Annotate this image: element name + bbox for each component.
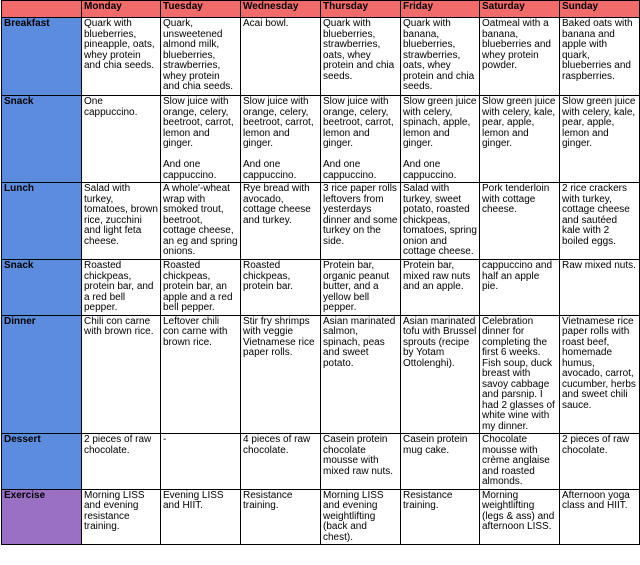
table-cell: 2 pieces of raw chocolate. [82,434,161,490]
table-cell: Rye bread with avocado, cottage cheese and turkey. [241,183,321,260]
table-cell: Salad with turkey, sweet potato, roasted chickpeas, tomatoes, spring onion and cottage cheese. [401,183,480,260]
table-cell: Pork tenderloin with cottage cheese. [480,183,560,260]
table-cell: Salad with turkey, tomatoes, brown rice, zucchini and light feta cheese. [82,183,161,260]
table-cell: Quark, unsweetened almond milk, blueberries, strawberries, whey protein and chia seeds. [161,18,241,96]
table-cell: Slow green juice with celery, spinach, apple, lemon and ginger. And one cappuccino. [401,96,480,183]
table-cell: A whole'-wheat wrap with smoked trout, beetroot, cottage cheese, an eg and spring onions. [161,183,241,260]
day-header-saturday: Saturday [480,1,560,18]
table-cell: 2 rice crackers with turkey, cottage cheese and sautéed kale with 2 boiled eggs. [560,183,640,260]
table-cell: One cappuccino. [82,96,161,183]
table-cell: Roasted chickpeas, protein bar, and a red bell pepper. [82,260,161,316]
table-cell: Morning LISS and evening weightlifting (back and chest). [321,489,401,545]
table-cell: Resistance training. [241,489,321,545]
table-cell: Slow green juice with celery, kale, pear, apple, lemon and ginger. [480,96,560,183]
header-row [2,1,640,18]
table-cell: Roasted chickpeas, protein bar, an apple and a red bell pepper. [161,260,241,316]
table-cell: 3 rice paper rolls leftovers from yesterdays dinner and some turkey on the side. [321,183,401,260]
table-cell: Oatmeal with a banana, blueberries and whey protein powder. [480,18,560,96]
table-cell: cappuccino and half an apple pie. [480,260,560,316]
table-cell: Asian marinated salmon, spinach, peas and sweet potato. [321,315,401,434]
table-cell: Leftover chili con carne with brown rice. [161,315,241,434]
meal-label-exercise: Exercise [2,489,82,545]
table-cell: Evening LISS and HIIT. [161,489,241,545]
table-cell: Chocolate mousse with crème anglaise and roasted almonds. [480,434,560,490]
day-header-monday: Monday [82,1,161,18]
table-row-exercise [2,489,640,545]
table-row-breakfast [2,18,640,96]
day-header-sunday: Sunday [560,1,640,18]
meal-label-snack: Snack [2,96,82,183]
table-cell: Resistance training. [401,489,480,545]
table-cell: Slow juice with orange, celery, beetroot, carrot, lemon and ginger. And one cappuccino. [241,96,321,183]
table-cell: Slow juice with orange, celery, beetroot, carrot, lemon and ginger. And one cappuccino. [161,96,241,183]
table-cell: 2 pieces of raw chocolate. [560,434,640,490]
table-cell: - [161,434,241,490]
table-row-lunch [2,183,640,260]
table-cell: Slow green juice with celery, kale, pear, apple, lemon and ginger. [560,96,640,183]
table-row-dinner [2,315,640,434]
table-cell: Asian marinated tofu with Brussel sprouts (recipe by Yotam Ottolenghi). [401,315,480,434]
table-cell: Stir fry shrimps with veggie Vietnamese rice paper rolls. [241,315,321,434]
day-header-wednesday: Wednesday [241,1,321,18]
table-cell: Quark with blueberries, strawberries, oats, whey protein and chia seeds. [321,18,401,96]
table-cell: Quark with blueberries, pineapple, oats, whey protein and chia seeds. [82,18,161,96]
table-cell: Raw mixed nuts. [560,260,640,316]
table-row-dessert [2,434,640,490]
table-cell: Quark with banana, blueberries, strawberries, oats, whey protein and chia seeds. [401,18,480,96]
table-cell: Casein protein mug cake. [401,434,480,490]
table-cell: Protein bar, organic peanut butter, and a yellow bell pepper. [321,260,401,316]
table-cell: Protein bar, mixed raw nuts and an apple. [401,260,480,316]
day-header-friday: Friday [401,1,480,18]
table-cell: Slow juice with orange, celery, beetroot, carrot, lemon and ginger. And one cappuccino. [321,96,401,183]
day-header-tuesday: Tuesday [161,1,241,18]
meal-plan-table [1,0,640,545]
meal-label-dessert: Dessert [2,434,82,490]
table-cell: Celebration dinner for completing the first 6 weeks. Fish soup, duck breast with savoy cabbage and parsnip. I had 2 glasses of white wine with my dinner. [480,315,560,434]
table-cell: Afternoon yoga class and HIIT. [560,489,640,545]
table-cell: Vietnamese rice paper rolls with roast beef, homemade humus, avocado, carrot, cucumber, herbs and sweet chili sauce. [560,315,640,434]
table-cell: Baked oats with banana and apple with quark, blueberries and raspberries. [560,18,640,96]
meal-label-breakfast: Breakfast [2,18,82,96]
meal-label-snack: Snack [2,260,82,316]
table-cell: Casein protein chocolate mousse with mixed raw nuts. [321,434,401,490]
table-cell: Chili con carne with brown rice. [82,315,161,434]
meal-label-dinner: Dinner [2,315,82,434]
table-cell: Roasted chickpeas, protein bar. [241,260,321,316]
table-row-afternoon-snack [2,260,640,316]
table-cell: Acai bowl. [241,18,321,96]
header-corner [2,1,82,18]
table-cell: Morning weightlifting (legs & ass) and afternoon LISS. [480,489,560,545]
day-header-thursday: Thursday [321,1,401,18]
table-row-morning-snack [2,96,640,183]
table-cell: 4 pieces of raw chocolate. [241,434,321,490]
meal-label-lunch: Lunch [2,183,82,260]
table-cell: Morning LISS and evening resistance training. [82,489,161,545]
